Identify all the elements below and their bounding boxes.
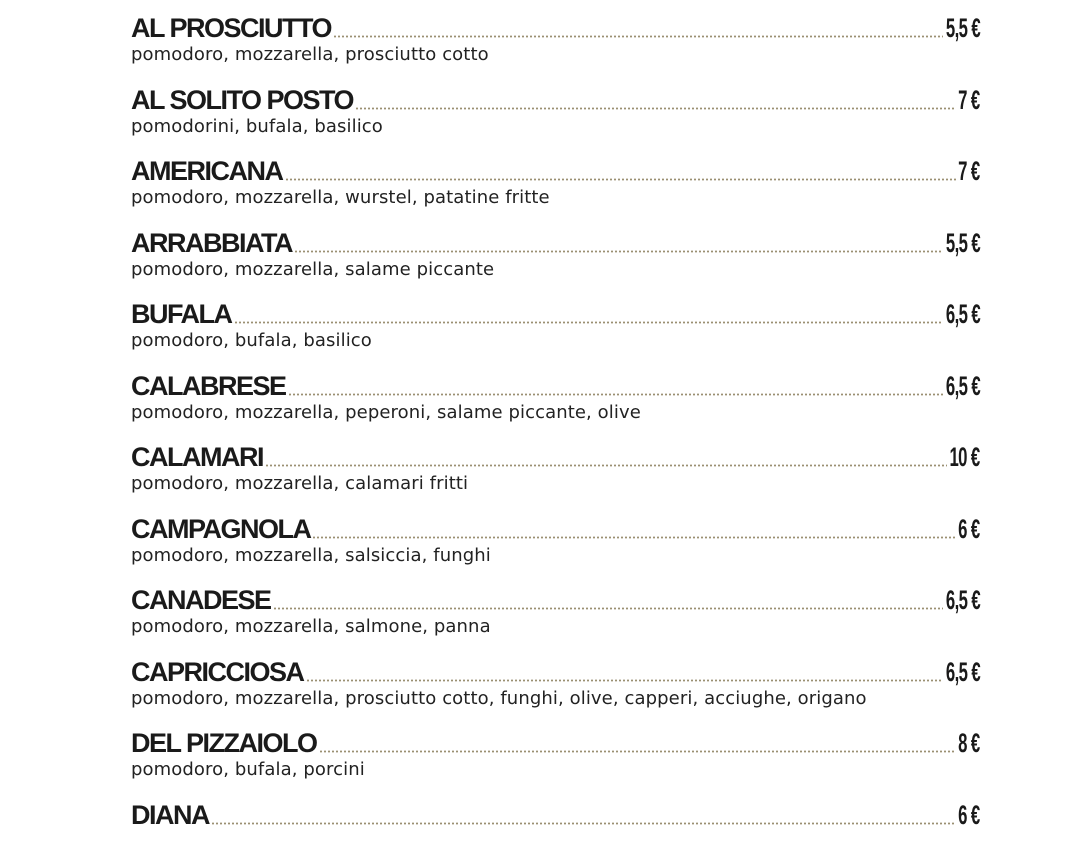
dotted-leader xyxy=(294,250,943,253)
menu-item-line xyxy=(131,505,980,543)
dotted-leader xyxy=(312,536,956,539)
menu-item-ingredients: pomodoro, bufala, porcini xyxy=(131,759,980,781)
menu-item-line xyxy=(131,791,980,829)
dotted-leader xyxy=(211,822,956,825)
menu-item-ingredients: pomodoro, mozzarella, prosciutto cotto xyxy=(131,44,980,66)
dotted-leader xyxy=(285,178,957,181)
menu-item-ingredients: pomodorini, bufala, basilico xyxy=(131,116,980,138)
dotted-leader xyxy=(306,679,943,682)
menu-item xyxy=(131,505,980,577)
dotted-leader xyxy=(265,464,947,467)
menu-item-line xyxy=(131,576,980,614)
menu-item-ingredients: pomodoro, mozzarella, salmone, panna xyxy=(131,616,980,638)
pizza-menu-list xyxy=(131,4,980,862)
menu-item xyxy=(131,433,980,505)
menu-item-ingredients: pomodoro, mozzarella, wurstel, patatine fritte xyxy=(131,187,980,209)
menu-item-name: CAPRICCIOSA xyxy=(131,657,304,687)
menu-item-line xyxy=(131,147,980,185)
menu-item xyxy=(131,719,980,791)
dotted-leader xyxy=(273,607,943,610)
menu-item xyxy=(131,76,980,148)
menu-item-ingredients: pomodoro, mozzarella, salame piccante xyxy=(131,259,980,281)
menu-item-name: CANADESE xyxy=(131,585,271,615)
menu-item-name: AMERICANA xyxy=(131,156,283,186)
menu-item-price: 6,5 € xyxy=(946,659,980,686)
menu-item-line xyxy=(131,290,980,328)
menu-item-line xyxy=(131,433,980,471)
dotted-leader xyxy=(288,393,943,396)
menu-item xyxy=(131,576,980,648)
menu-item-line xyxy=(131,4,980,42)
menu-item-price: 6,5 € xyxy=(946,301,980,328)
menu-item-line xyxy=(131,76,980,114)
menu-item-price: 6,5 € xyxy=(946,587,980,614)
menu-item-name: DIANA xyxy=(131,800,209,830)
menu-item xyxy=(131,219,980,291)
menu-item-price: 7 € xyxy=(959,158,980,185)
menu-item-line xyxy=(131,648,980,686)
menu-item-name: AL PROSCIUTTO xyxy=(131,13,331,43)
menu-item-price: 6 € xyxy=(959,802,980,829)
menu-item-line xyxy=(131,219,980,257)
menu-item-price: 6 € xyxy=(959,516,980,543)
menu-item-price: 7 € xyxy=(959,87,980,114)
menu-item-price: 6,5 € xyxy=(946,373,980,400)
menu-item-price: 5,5 € xyxy=(946,230,980,257)
menu-item-price: 5,5 € xyxy=(946,15,980,42)
menu-item-ingredients: pomodoro, mozzarella, salsiccia, funghi xyxy=(131,545,980,567)
menu-item-line xyxy=(131,719,980,757)
menu-item xyxy=(131,362,980,434)
dotted-leader xyxy=(234,321,943,324)
menu-item-name: ARRABBIATA xyxy=(131,228,292,258)
menu-item xyxy=(131,147,980,219)
menu-item xyxy=(131,648,980,720)
menu-item-line xyxy=(131,362,980,400)
menu-item-price: 8 € xyxy=(959,730,980,757)
menu-item-name: AL SOLITO POSTO xyxy=(131,85,353,115)
dotted-leader xyxy=(319,750,957,753)
menu-item xyxy=(131,791,980,862)
dotted-leader xyxy=(333,35,943,38)
dotted-leader xyxy=(355,107,956,110)
menu-item-price: 10 € xyxy=(950,444,980,471)
menu-item-ingredients: pomodoro, mozzarella, prosciutto cotto, funghi, olive, capperi, acciughe, origano xyxy=(131,688,980,710)
menu-item-name: CALAMARI xyxy=(131,442,263,472)
menu-item-name: CALABRESE xyxy=(131,371,286,401)
menu-item-name: BUFALA xyxy=(131,299,232,329)
menu-item-ingredients: pomodoro, bufala, basilico xyxy=(131,330,980,352)
menu-item-name: DEL PIZZAIOLO xyxy=(131,728,317,758)
menu-item xyxy=(131,4,980,76)
menu-item-ingredients: pomodoro, mozzarella, peperoni, salame piccante, olive xyxy=(131,402,980,424)
menu-item xyxy=(131,290,980,362)
menu-item-ingredients: pomodoro, mozzarella, calamari fritti xyxy=(131,473,980,495)
menu-item-name: CAMPAGNOLA xyxy=(131,514,310,544)
